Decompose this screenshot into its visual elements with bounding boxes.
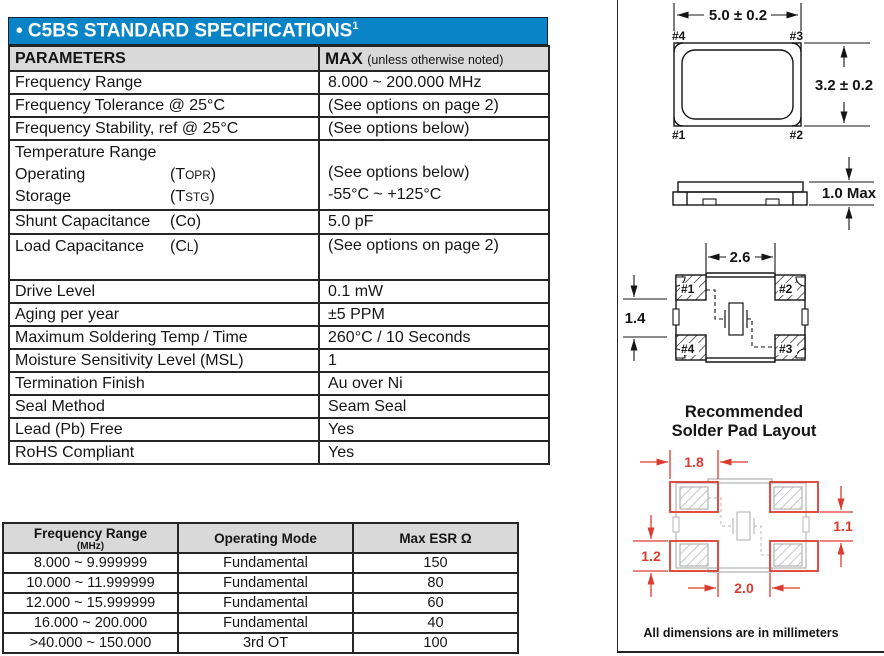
- temp-operating-line: Operating (TOPR): [15, 164, 318, 186]
- param-label: RoHS Compliant: [9, 441, 319, 464]
- esr-col-max-esr: Max ESR Ω: [353, 523, 518, 553]
- pad-layout-title-line1: Recommended: [684, 403, 804, 421]
- param-value: (See options below): [319, 117, 549, 140]
- param-value: 5.0 pF: [319, 210, 549, 234]
- esr-value: 40: [353, 613, 518, 633]
- section-title-band: [8, 17, 548, 45]
- esr-mode: Fundamental: [178, 613, 353, 633]
- package-lid: [682, 50, 793, 119]
- param-value: Yes: [319, 418, 549, 441]
- esr-header-row: [3, 523, 518, 553]
- ghost-crystal-symbol: [737, 512, 750, 540]
- spec-row-temperature-range: [9, 140, 549, 210]
- pin2-label: #2: [789, 128, 803, 142]
- dim-pad-gap-label: 1.4: [624, 310, 646, 327]
- param-label: Load Capacitance (CL): [9, 234, 319, 280]
- esr-range: 10.000 ~ 11.999999: [3, 573, 178, 593]
- cl-notation: (CL): [170, 238, 199, 255]
- param-value: (See options on page 2): [319, 234, 549, 280]
- esr-row: [3, 593, 518, 613]
- pad-layout-drawing: [633, 403, 853, 640]
- spec-row-aging: [9, 303, 549, 326]
- param-label: Frequency Tolerance @ 25°C: [9, 94, 319, 117]
- esr-range: 16.000 ~ 200.000: [3, 613, 178, 633]
- spec-row-load-capacitance: [9, 234, 549, 280]
- param-label: Seal Method: [9, 395, 319, 418]
- esr-mode: 3rd OT: [178, 633, 353, 653]
- esr-row: [3, 573, 518, 593]
- spec-row-frequency-stability: [9, 117, 549, 140]
- esr-mode: Fundamental: [178, 593, 353, 613]
- bottom-pin3-label: #3: [779, 342, 793, 356]
- param-label: Lead (Pb) Free: [9, 418, 319, 441]
- param-label: Frequency Stability, ref @ 25°C: [9, 117, 319, 140]
- param-value: Au over Ni: [319, 372, 549, 395]
- bottom-pin2-label: #2: [779, 282, 793, 296]
- side-view-drawing: [673, 157, 877, 230]
- dim-thickness-label: 1.0 Max: [821, 185, 877, 202]
- spec-table: [8, 45, 550, 465]
- param-value: (See options below) -55°C ~ +125°C: [319, 140, 549, 210]
- esr-mode: Fundamental: [178, 553, 353, 573]
- param-value: (See options on page 2): [319, 94, 549, 117]
- dim-pad-span-label: 2.6: [729, 249, 751, 266]
- param-label: Drive Level: [9, 280, 319, 303]
- pin3-label: #3: [789, 29, 803, 43]
- esr-value: 100: [353, 633, 518, 653]
- esr-value: 150: [353, 553, 518, 573]
- mechanical-drawings-panel: [617, 0, 884, 653]
- side-lid: [678, 182, 803, 192]
- esr-range: 12.000 ~ 15.999999: [3, 593, 178, 613]
- dim-height-label: 3.2 ± 0.2: [814, 77, 874, 94]
- dim-width-label: 5.0 ± 0.2: [708, 7, 768, 24]
- package-outline: [674, 43, 801, 126]
- bottom-view-drawing: [623, 243, 808, 362]
- spec-row-termination-finish: [9, 372, 549, 395]
- topr-notation: (TOPR): [170, 166, 217, 183]
- esr-value: 60: [353, 593, 518, 613]
- esr-col-operating-mode: Operating Mode: [178, 523, 353, 553]
- temp-range-title: Temperature Range: [15, 144, 157, 161]
- spec-col-max: MAX (unless otherwise noted): [319, 46, 549, 71]
- param-value: 260°C / 10 Seconds: [319, 326, 549, 349]
- spec-row-msl: [9, 349, 549, 372]
- esr-value: 80: [353, 573, 518, 593]
- esr-col-frequency-range: Frequency Range (MHz): [3, 523, 178, 553]
- spec-row-seal-method: [9, 395, 549, 418]
- bottom-pin4-label: #4: [681, 342, 695, 356]
- tstg-notation: (TSTG): [170, 188, 215, 205]
- spec-row-frequency-range: [9, 71, 549, 94]
- spec-row-shunt-capacitance: [9, 210, 549, 234]
- param-value: Seam Seal: [319, 395, 549, 418]
- esr-range: >40.000 ~ 150.000: [3, 633, 178, 653]
- dim-vertical-gap-label: 1.1: [833, 518, 853, 534]
- co-notation: (Co): [170, 213, 202, 230]
- spec-row-rohs: [9, 441, 549, 464]
- top-view-drawing: [672, 3, 873, 142]
- dimensions-note: All dimensions are in millimeters: [643, 626, 839, 640]
- esr-range: 8.000 ~ 9.999999: [3, 553, 178, 573]
- esr-table: [2, 522, 519, 654]
- spec-row-frequency-tolerance: [9, 94, 549, 117]
- spec-row-drive-level: [9, 280, 549, 303]
- param-label: Termination Finish: [9, 372, 319, 395]
- side-base: [673, 192, 807, 205]
- bottom-pin1-label: #1: [681, 282, 695, 296]
- section-title-text: • C5BS STANDARD SPECIFICATIONS: [16, 20, 353, 42]
- param-label: Frequency Range: [9, 71, 319, 94]
- param-label: Moisture Sensitivity Level (MSL): [9, 349, 319, 372]
- param-label: [9, 140, 319, 210]
- spec-row-max-soldering: [9, 326, 549, 349]
- esr-row: [3, 553, 518, 573]
- pad-layout-title-line2: Solder Pad Layout: [671, 422, 817, 440]
- param-label: Shunt Capacitance (Co): [9, 210, 319, 234]
- dim-pad-width-label: 1.8: [684, 454, 704, 470]
- section-title: [16, 20, 358, 42]
- spec-col-parameters: PARAMETERS: [9, 46, 319, 71]
- param-label: Maximum Soldering Temp / Time: [9, 326, 319, 349]
- esr-row: [3, 633, 518, 653]
- spec-row-lead-free: [9, 418, 549, 441]
- crystal-symbol: [729, 303, 743, 335]
- param-value: Yes: [319, 441, 549, 464]
- spec-header-row: [9, 46, 549, 71]
- pin1-label: #1: [672, 128, 686, 142]
- param-value: ±5 PPM: [319, 303, 549, 326]
- dim-pad-height-label: 1.2: [641, 548, 661, 564]
- section-title-footnote: 1: [352, 19, 359, 32]
- esr-row: [3, 613, 518, 633]
- param-label: Aging per year: [9, 303, 319, 326]
- temp-storage-line: Storage (TSTG): [15, 186, 318, 208]
- pin4-label: #4: [672, 29, 686, 43]
- param-value: 0.1 mW: [319, 280, 549, 303]
- mechanical-drawings: [618, 0, 883, 650]
- dim-horizontal-gap-label: 2.0: [734, 580, 754, 596]
- esr-mode: Fundamental: [178, 573, 353, 593]
- param-value: 8.000 ~ 200.000 MHz: [319, 71, 549, 94]
- param-value: 1: [319, 349, 549, 372]
